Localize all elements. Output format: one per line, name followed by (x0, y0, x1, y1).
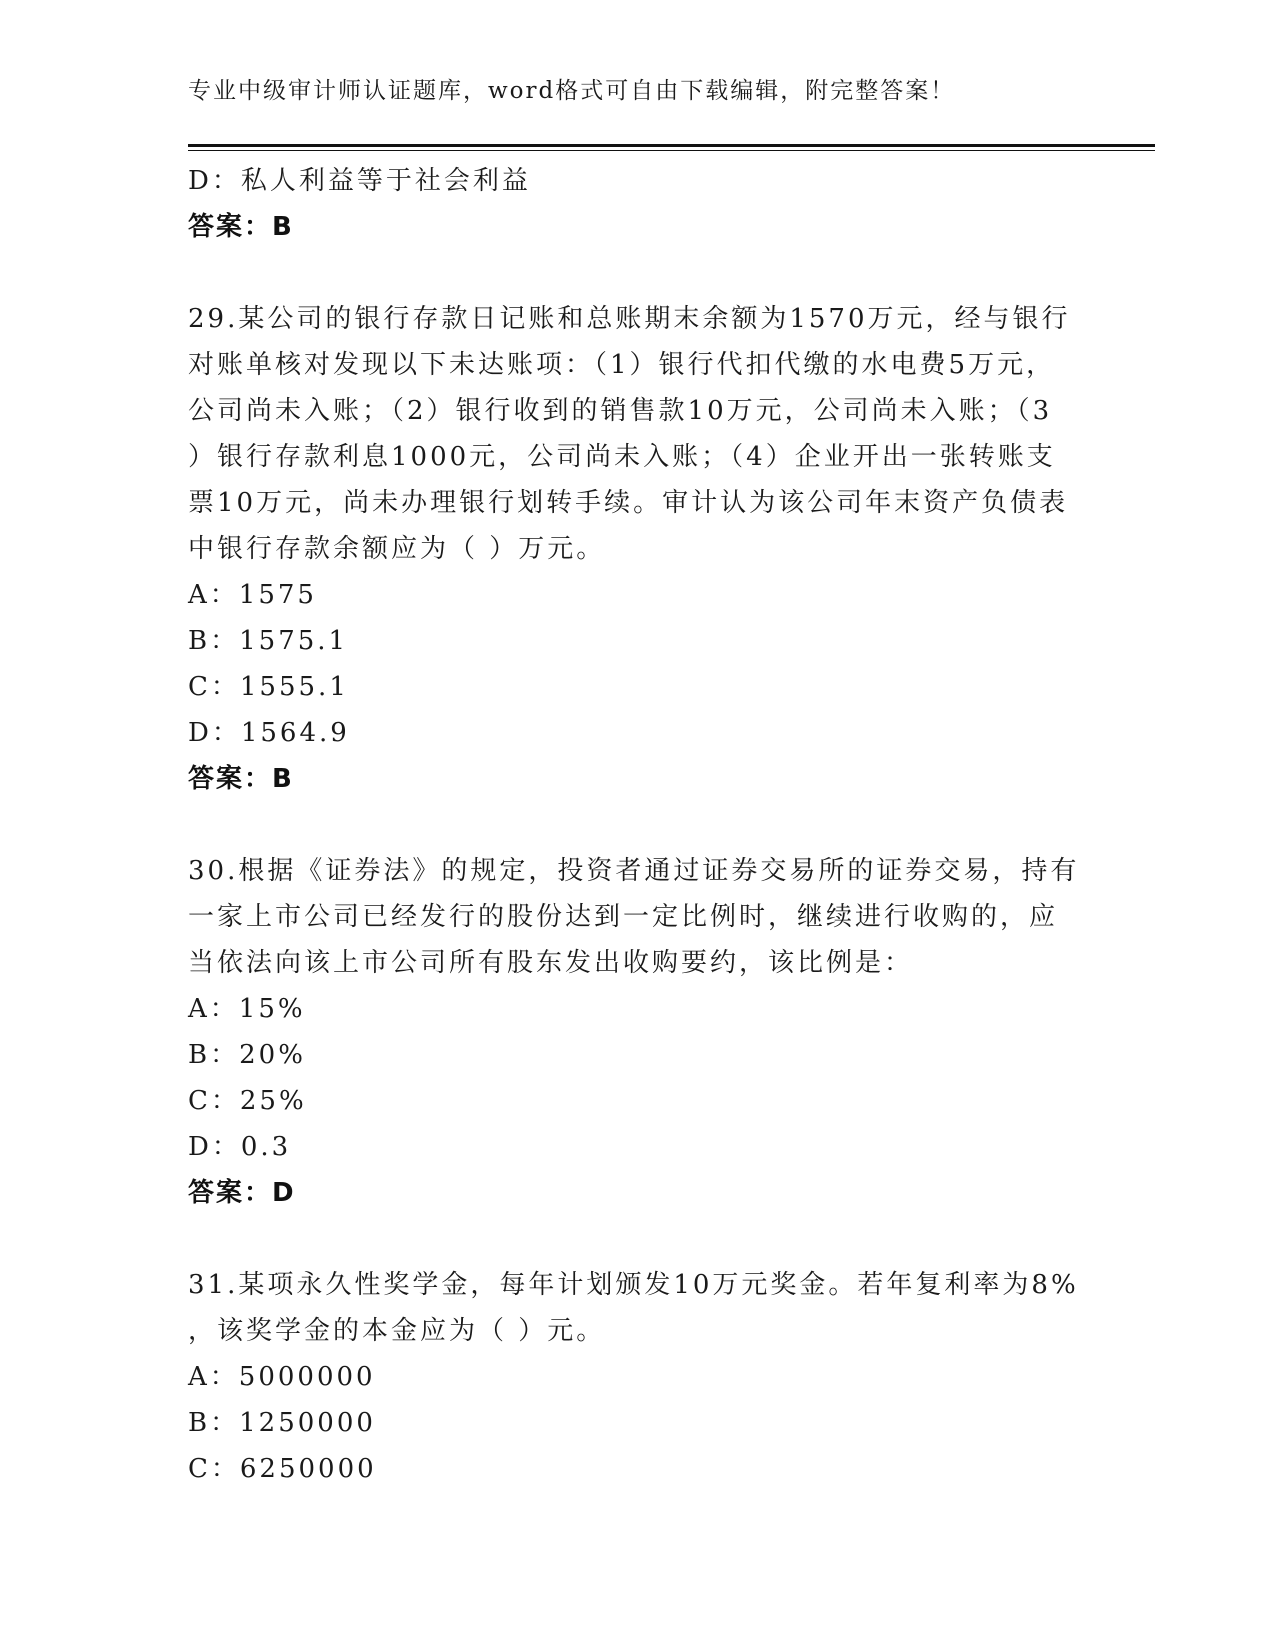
option-a: A：5000000 (188, 1362, 376, 1392)
question-text-line: 30.根据《证券法》的规定，投资者通过证券交易所的证券交易，持有 (188, 856, 1080, 886)
option-a: A：1575 (188, 580, 317, 610)
header-rule (188, 144, 1155, 147)
question-text-line: 票10万元，尚未办理银行划转手续。审计认为该公司年末资产负债表 (188, 488, 1069, 518)
option-d: D：0.3 (188, 1132, 292, 1162)
option-b: B：20% (188, 1040, 306, 1070)
question-text-line: 对账单核对发现以下未达账项：（1）银行代扣代缴的水电费5万元， (188, 350, 1056, 380)
question-text-line: 当依法向该上市公司所有股东发出收购要约，该比例是： (188, 948, 914, 978)
answer-line: 答案：B (188, 764, 294, 794)
option-c: C：25% (188, 1086, 307, 1116)
question-text-line: 31.某项永久性奖学金，每年计划颁发10万元奖金。若年复利率为8% (188, 1270, 1079, 1300)
option-a: A：15% (188, 994, 306, 1024)
question-text-line: 公司尚未入账；（2）银行收到的销售款10万元，公司尚未入账；（3 (188, 396, 1053, 426)
option-c: C：6250000 (188, 1454, 377, 1484)
question-text-line: 29.某公司的银行存款日记账和总账期末余额为1570万元，经与银行 (188, 304, 1071, 334)
prev-question (188, 158, 1088, 250)
page-header: 专业中级审计师认证题库，word格式可自由下载编辑，附完整答案！ (188, 78, 956, 104)
question-31 (188, 1262, 1088, 1492)
answer-line: 答案：D (188, 1178, 296, 1208)
question-text-line: ，该奖学金的本金应为（ ）元。 (188, 1316, 606, 1346)
option-c: C：1555.1 (188, 672, 349, 702)
question-30 (188, 848, 1088, 1216)
option-d: D：1564.9 (188, 718, 350, 748)
option-b: B：1575.1 (188, 626, 349, 656)
question-text-line: 中银行存款余额应为（ ）万元。 (188, 534, 606, 564)
option-b: B：1250000 (188, 1408, 376, 1438)
question-text-line: ）银行存款利息1000元，公司尚未入账；（4）企业开出一张转账支 (188, 442, 1056, 472)
question-29 (188, 296, 1088, 802)
header-rule-thin (188, 150, 1155, 151)
question-text-line: 一家上市公司已经发行的股份达到一定比例时，继续进行收购的，应 (188, 902, 1059, 932)
answer-line: 答案：B (188, 212, 294, 242)
option-d: D：私人利益等于社会利益 (188, 166, 531, 196)
document-body (188, 158, 1088, 1492)
